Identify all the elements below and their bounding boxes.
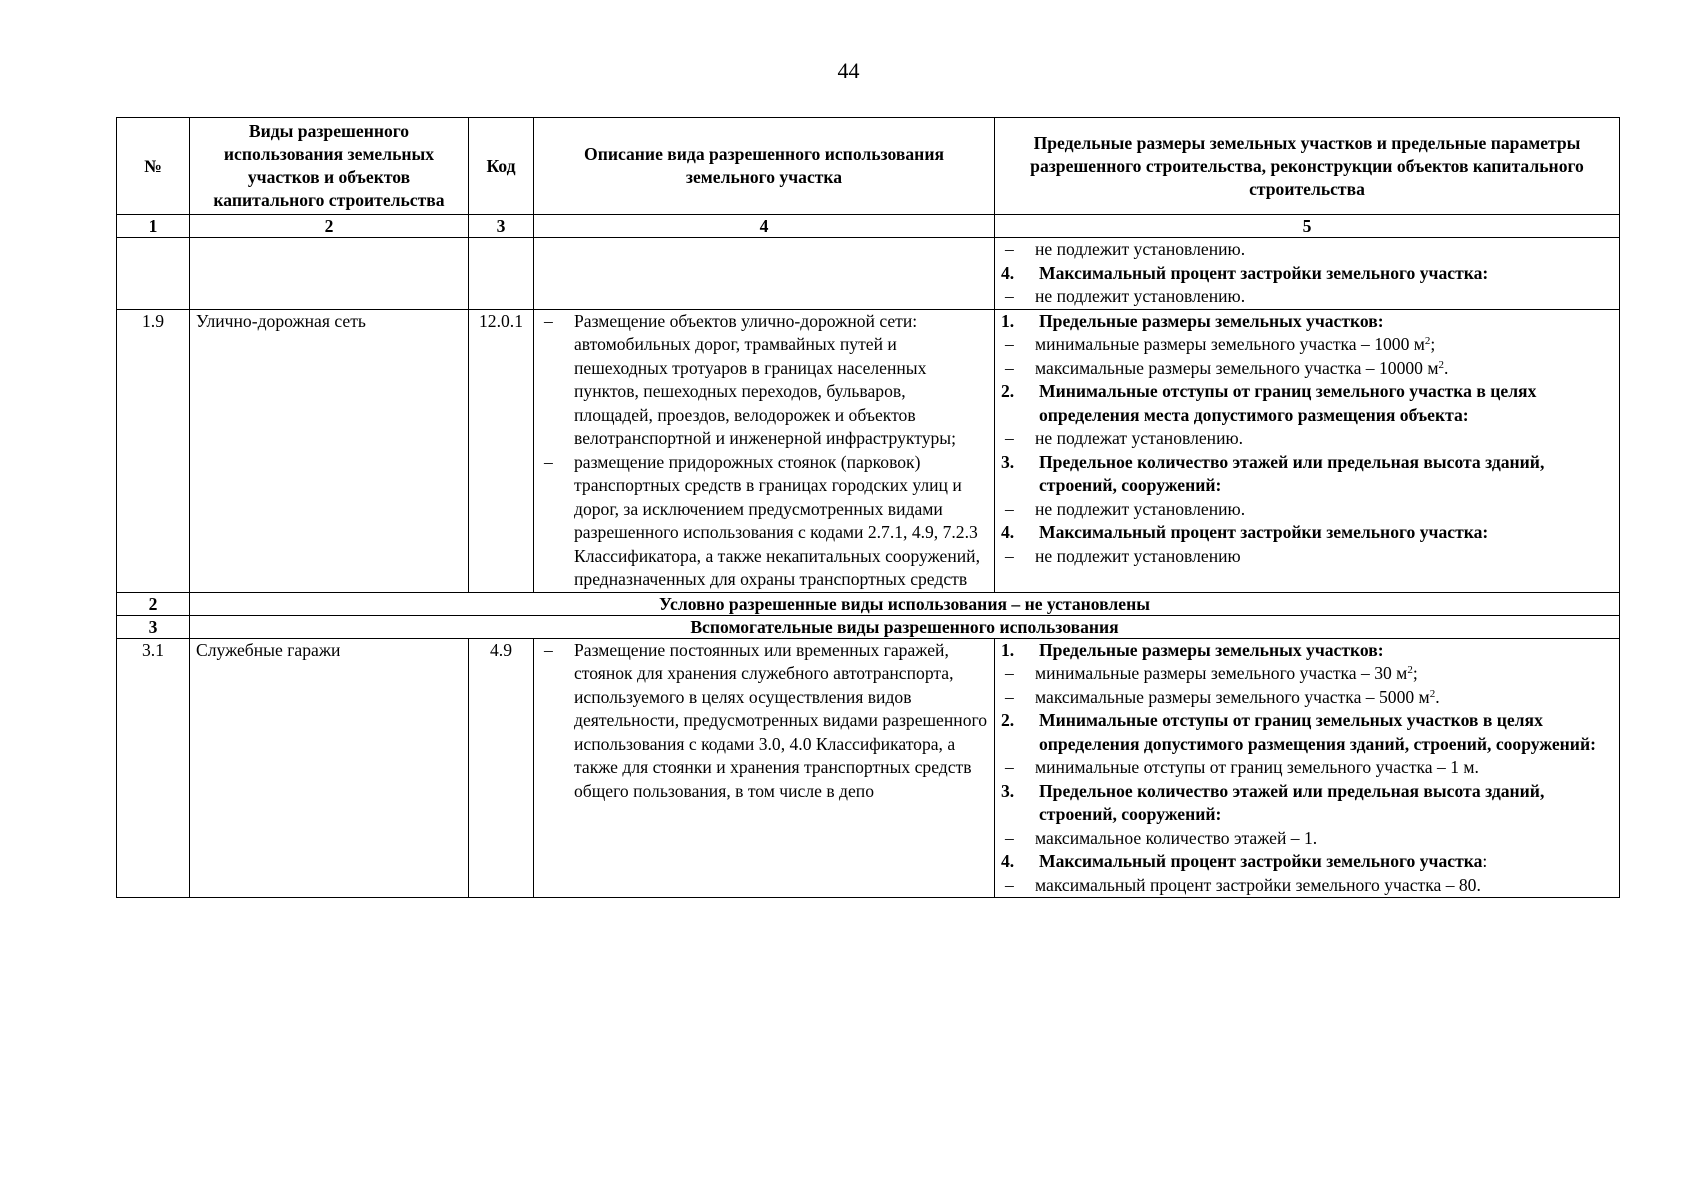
param-heading-bold: Максимальный процент застройки земельного участка — [1039, 851, 1483, 871]
unit-exponent: 2 — [1438, 358, 1444, 371]
param-heading-text: Максимальный процент застройки земельного участка: — [1039, 522, 1489, 542]
cell-description — [534, 309, 995, 592]
cell-kind — [190, 238, 469, 310]
param-text — [1035, 333, 1613, 357]
param-heading — [1001, 310, 1613, 334]
param-value: минимальные размеры земельного участка – 1000 м — [1035, 334, 1425, 354]
cell-code: 12.0.1 — [469, 309, 534, 592]
param-value: максимальные размеры земельного участка – 5000 м — [1035, 686, 1430, 707]
param-heading — [1001, 262, 1613, 286]
param-text: минимальные отступы от границ земельного участка – 1 м. — [1035, 757, 1479, 777]
number-marker: 1. — [1001, 639, 1015, 660]
param-text — [1035, 686, 1613, 710]
dash-marker: – — [1005, 239, 1014, 259]
param-punct: ; — [1412, 663, 1418, 683]
dash-marker: – — [1005, 686, 1014, 707]
param-heading-text: Предельные размеры земельных участков: — [1039, 310, 1384, 331]
cell-no — [117, 238, 190, 310]
param-punct: . — [1444, 357, 1449, 378]
dash-marker: – — [544, 451, 553, 472]
column-number: 5 — [995, 215, 1620, 238]
dash-marker: – — [544, 639, 553, 660]
cell-params — [995, 638, 1620, 898]
param-heading — [1001, 380, 1613, 427]
description-text: размещение придорожных стоянок (парковок) транспортных средств в границах городских улиц и дорог, за исключением предусмотренных видами разрешенного использования с кодами 2.7.1, 4.9, 7.2.3 Классификатора, а также некапитальных сооружений, предназначенных для охраны транспортных средств — [574, 451, 980, 589]
number-marker: 3. — [1001, 451, 1015, 472]
param-item — [1001, 756, 1613, 780]
cell-code — [469, 238, 534, 310]
number-marker: 3. — [1001, 780, 1015, 801]
param-heading — [1001, 709, 1613, 756]
cell-no: 3.1 — [117, 638, 190, 898]
number-marker: 1. — [1001, 310, 1015, 331]
param-item — [1001, 545, 1613, 569]
cell-code: 4.9 — [469, 638, 534, 898]
param-text: не подлежит установлению. — [1035, 498, 1246, 519]
param-punct: : — [1482, 851, 1488, 871]
param-item — [1001, 427, 1613, 451]
description-item — [540, 310, 988, 451]
dash-marker: – — [1005, 874, 1014, 895]
param-punct: ; — [1430, 334, 1436, 354]
dash-marker: – — [1005, 757, 1014, 777]
section-row — [117, 592, 1620, 615]
param-item — [1001, 827, 1613, 851]
table-row — [117, 238, 1620, 310]
section-row — [117, 615, 1620, 638]
param-item — [1001, 498, 1613, 522]
cell-kind: Улично-дорожная сеть — [190, 309, 469, 592]
dash-marker: – — [1005, 827, 1014, 848]
param-heading — [1001, 780, 1613, 827]
cell-description — [534, 638, 995, 898]
number-marker: 2. — [1001, 381, 1015, 401]
section-title: Вспомогательные виды разрешенного использования — [190, 615, 1620, 638]
unit-exponent: 2 — [1407, 664, 1413, 676]
param-heading-text: Предельные размеры земельных участков: — [1039, 639, 1384, 660]
param-value: минимальные размеры земельного участка – 30 м — [1035, 663, 1408, 683]
param-punct: . — [1435, 686, 1440, 707]
column-number: 2 — [190, 215, 469, 238]
page-number: 44 — [837, 58, 860, 83]
dash-marker: – — [1005, 498, 1014, 519]
param-heading-text — [1039, 850, 1613, 874]
number-marker: 4. — [1001, 851, 1015, 871]
param-item — [1001, 333, 1613, 357]
param-item — [1001, 357, 1613, 381]
description-text: Размещение объектов улично-дорожной сети: автомобильных дорог, трамвайных путей и пешеходных тротуаров в границах населенных пунктов, пешеходных переходов, бульваров, площадей, проездов, велодорожек и объектов велотранспортной и инженерной инфраструктуры; — [574, 310, 956, 448]
zoning-table — [116, 117, 1620, 898]
param-item — [1001, 874, 1613, 898]
param-text: не подлежат установлению. — [1035, 428, 1244, 448]
description-item — [540, 639, 988, 804]
param-value: максимальные размеры земельного участка – 10000 м — [1035, 357, 1439, 378]
dash-marker: – — [1005, 545, 1014, 566]
number-marker: 4. — [1001, 522, 1015, 542]
param-heading-text: Максимальный процент застройки земельного участка: — [1039, 262, 1489, 283]
header-description: Описание вида разрешенного использования земельного участка — [534, 118, 995, 215]
description-text: Размещение постоянных или временных гаражей, стоянок для хранения служебного автотранспорта, используемого в целях осуществления видов деятельности, предусмотренных видами разрешенного использования с кодами 3.0, 4.0 Классификатора, а также для стоянки и хранения транспортных средств общего пользования, в том числе в депо — [574, 639, 988, 801]
header-no: № — [117, 118, 190, 215]
param-text: максимальный процент застройки земельного участка – 80. — [1035, 874, 1481, 895]
dash-marker: – — [1005, 334, 1014, 354]
param-heading-text: Минимальные отступы от границ земельного участка в целях определения места допустимого размещения объекта: — [1039, 381, 1537, 425]
cell-kind: Служебные гаражи — [190, 638, 469, 898]
column-number: 3 — [469, 215, 534, 238]
column-number-row — [117, 215, 1620, 238]
unit-exponent: 2 — [1429, 687, 1436, 700]
dash-marker: – — [544, 310, 553, 331]
header-code: Код — [469, 118, 534, 215]
param-text — [1035, 357, 1613, 381]
column-number: 4 — [534, 215, 995, 238]
dash-marker: – — [1005, 663, 1014, 683]
table-row — [117, 309, 1620, 592]
header-params: Предельные размеры земельных участков и предельные параметры разрешенного строительства, реконструкции объектов капитального строительства — [995, 118, 1620, 215]
param-text: не подлежит установлению. — [1035, 239, 1246, 259]
description-item — [540, 451, 988, 592]
dash-marker: – — [1005, 286, 1014, 306]
param-text: не подлежит установлению — [1035, 545, 1241, 566]
number-marker: 2. — [1001, 710, 1015, 730]
param-heading-text: Предельное количество этажей или предельная высота зданий, строений, сооружений: — [1039, 451, 1545, 495]
header-row — [117, 118, 1620, 215]
param-item — [1001, 686, 1613, 710]
dash-marker: – — [1005, 428, 1014, 448]
section-no: 2 — [117, 592, 190, 615]
dash-marker: – — [1005, 357, 1014, 378]
column-number: 1 — [117, 215, 190, 238]
cell-no: 1.9 — [117, 309, 190, 592]
param-text — [1035, 662, 1613, 686]
param-heading-text: Минимальные отступы от границ земельных участков в целях определения допустимого размещения зданий, строений, сооружений: — [1039, 710, 1596, 754]
param-text: максимальное количество этажей – 1. — [1035, 827, 1318, 848]
param-heading — [1001, 639, 1613, 663]
cell-params — [995, 309, 1620, 592]
param-item — [1001, 238, 1613, 262]
param-heading — [1001, 451, 1613, 498]
section-no: 3 — [117, 615, 190, 638]
param-item — [1001, 285, 1613, 309]
param-item — [1001, 662, 1613, 686]
header-kind: Виды разрешенного использования земельных участков и объектов капитального строительства — [190, 118, 469, 215]
param-heading-text: Предельное количество этажей или предельная высота зданий, строений, сооружений: — [1039, 780, 1545, 824]
param-heading — [1001, 521, 1613, 545]
unit-exponent: 2 — [1424, 335, 1431, 347]
table-row — [117, 638, 1620, 898]
param-text: не подлежит установлению. — [1035, 286, 1246, 306]
section-title: Условно разрешенные виды использования – не установлены — [190, 592, 1620, 615]
param-heading — [1001, 850, 1613, 874]
cell-description — [534, 238, 995, 310]
number-marker: 4. — [1001, 262, 1015, 283]
cell-params — [995, 238, 1620, 310]
